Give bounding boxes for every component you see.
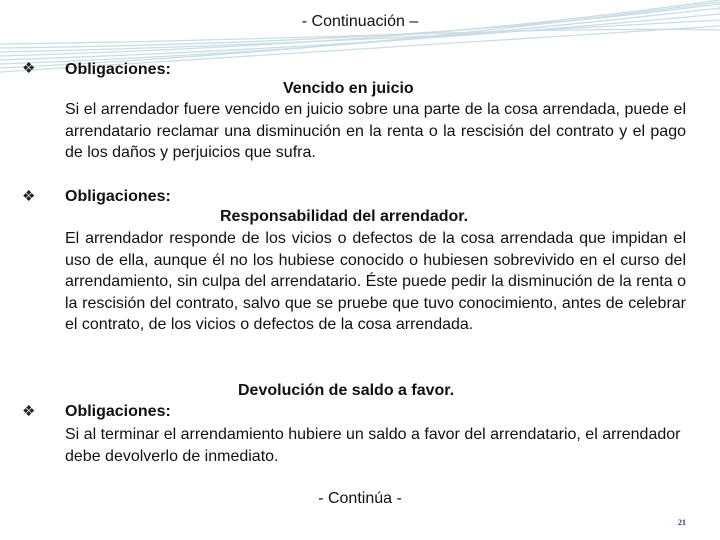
- section-subheading: Vencido en juicio: [283, 80, 414, 97]
- section-heading: Obligaciones:: [65, 188, 171, 205]
- page-number: 21: [678, 518, 686, 527]
- section-text: Si al terminar el arrendamiento hubiere un saldo a favor del arrendatario, el arrendador debe devolverlo de inmediato.: [65, 426, 681, 465]
- section-subheading: Responsabilidad del arrendador.: [220, 208, 469, 225]
- section-heading: Obligaciones:: [65, 403, 171, 420]
- bullet-icon: ❖: [22, 188, 36, 205]
- section-heading: Obligaciones:: [65, 61, 171, 78]
- section-subheading: Devolución de saldo a favor.: [238, 382, 455, 399]
- bullet-icon: ❖: [22, 403, 36, 420]
- continua-footer: - Continúa -: [318, 490, 402, 507]
- section-text: El arrendador responde de los vicios o defectos de la cosa arrendada que impidan el uso de ella, aunque él no los hubiese conocido o hubiesen sobrevivido en el curso del arrendamiento, sin culpa del arrendatario. Éste puede pedir la disminución de la renta o la rescisión del contrato, salvo que se pruebe que tuvo conocimiento, antes de celebrar el contrato, de los vicios o defectos de la cosa arrendada.: [65, 230, 686, 333]
- bullet-icon: ❖: [22, 60, 36, 77]
- slide-title: - Continuación –: [301, 13, 419, 30]
- section-text: Si el arrendador fuere vencido en juicio sobre una parte de la cosa arrendada, puede el arrendatario reclamar una disminución en la renta o la rescisión del contrato y el pago de los daños y perjuicios que sufra.: [65, 101, 686, 161]
